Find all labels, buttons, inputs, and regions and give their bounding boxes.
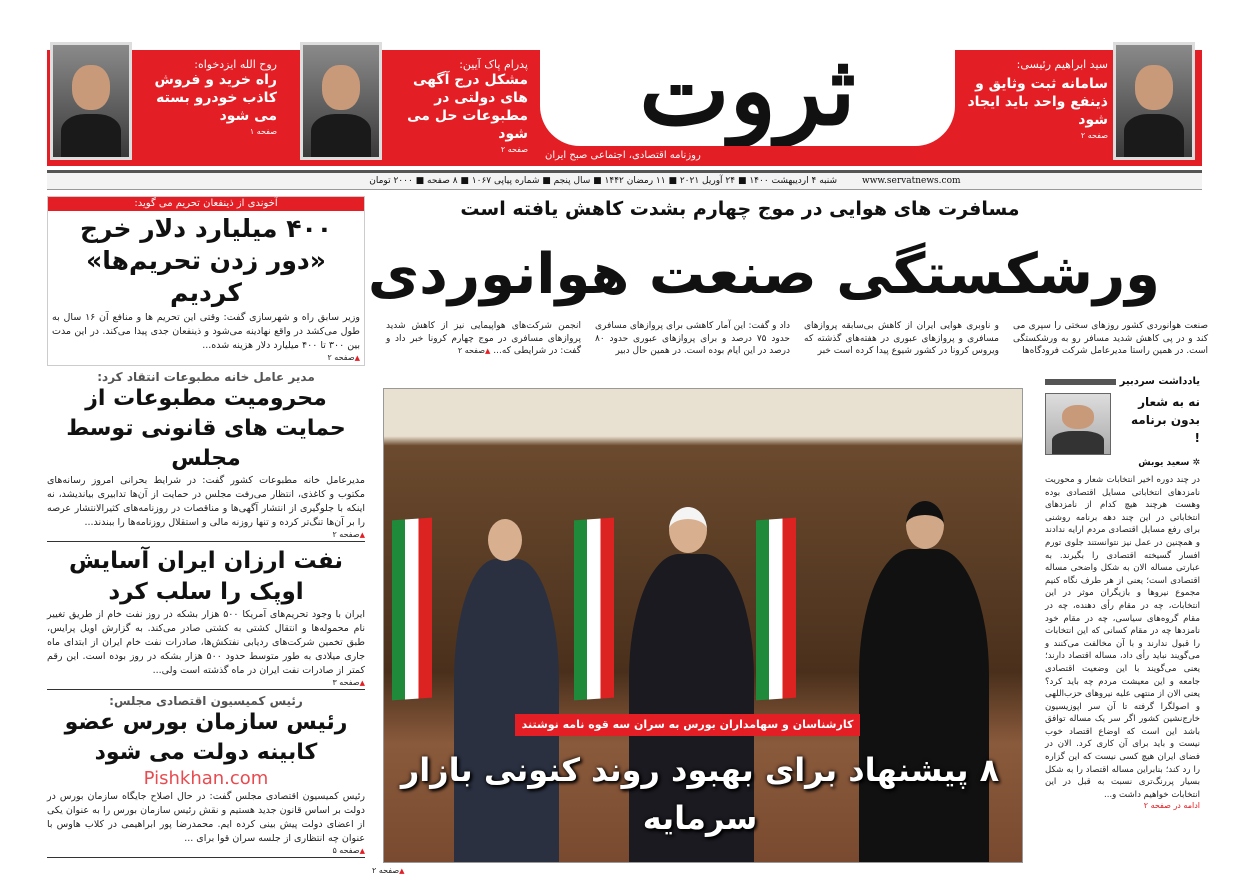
logo-text: ثروت: [639, 36, 856, 146]
story-body: ایران با وجود تحریم‌های آمریکا ۵۰۰ هزار بشکه در روز نفت خام از طریق تغییر نام محموله‌ها و انتقال کشتی به کشتی صادر می‌کند. به گزارش اویل پرایس، طبق تخمین شرکت‌های ردیابی نفتکش‌ها، صادرات نفت خام ایران از ابتدای ماه جاری میلادی به طور متوسط حدود ۵۰۰ هزار بشکه در روز بوده است. این رقم کمتر از صادرات نفت ایران در ماه گذشته است ولی...: [47, 609, 365, 676]
editorial-section: یادداشت سردبیر: [1119, 376, 1200, 387]
teaser-pakaein[interactable]: [388, 58, 528, 154]
teaser-page: صفحه ۱: [249, 127, 277, 136]
divider: [1045, 379, 1116, 385]
photo-headline[interactable]: ۸ پیشنهاد برای بهبود روند کنونی بازار سرمایه: [400, 751, 1000, 837]
teaser-byline: روح الله ایزدخواه:: [194, 58, 277, 71]
story-kicker: مدیر عامل خانه مطبوعات انتقاد کرد:: [97, 370, 315, 384]
story-body: وزیر سابق راه و شهرسازی گفت: وقتی این تحریم ها و منافع آن ۱۶ سال به طول می‌کشد در واقع نهادینه می‌شود و ذینفعان جدی پیدا می‌کند. در این مدت بین ۳۰۰ تا ۴۰۰ میلیارد دلار هزینه شده...: [52, 312, 360, 351]
date-bar: [47, 170, 1202, 190]
teaser-byline: پدرام پاک آیین:: [459, 58, 528, 71]
logo: [540, 36, 955, 146]
story-page-ref: ▲ صفحه ۳: [47, 678, 365, 687]
teaser-page: صفحه ۲: [500, 145, 528, 154]
editorial-body: در چند دوره اخیر انتخابات شعار و محوریت نامزدهای انتخاباتی مسایل اقتصادی بوده وهست هرچند هیچ کدام از نامزدهای انتخاباتی در این چند دهه برنامه روشنی برای رفع مسایل اقتصادی مردم ارایه ندادند و همچنین در عمل نیز نتوانستند جلوی تورم افسار گسیخته اقتصادی را بگیرند. به عبارتی مساله الان به شکل واضحی مساله اقتصادی است؛ یعنی از هر طرف نگاه کنیم مجموع نیروها و بازیگران موثر در این انتخابات، چه در مقام رأی دهنده، چه در مقام گروه‌های سیاسی، چه در مقام خود نامزدها چه در مقام کسانی که این انتخابات را قبول ندارند و با آن مخالفت می‌کنند و می‌گویند نباید رأی داد، مساله اقتصاد دارند؛ یعنی می‌گویند با این وضعیت اقتصادی جامعه و این معیشت مردم چه باید کرد؟ یعنی الان از منتهی علیه نیروهای حزب‌اللهی و اصولگرا گرفته تا آن سر اپوزیسیون خارج‌نشین کشور اگر سر یک مساله توافق باشد این است که اوضاع اقتصاد خوب نیست و باید برای آن کاری کرد. الان در فضای ایران هیچ کسی نیست که این گزاره را رد کند؛ بنابراین مساله اقتصاد را به شکل بسیار پررنگ‌تری نسبت به قبل در این انتخابات خواهیم داشت و...: [1045, 475, 1200, 800]
watermark: Pishkhan.com: [143, 768, 269, 789]
editorial-title[interactable]: نه به شعار بدون برنامه !: [1130, 395, 1200, 445]
teaser-izadkhah[interactable]: [137, 58, 277, 136]
teaser-headline: مشکل درج آگهی های دولتی در مطبوعات حل می شود: [407, 72, 528, 142]
person-head: [906, 501, 944, 549]
story-page-ref: ▲ صفحه ۲: [52, 353, 360, 362]
lead-col-text: انجمن شرکت‌های هواپیمایی نیز از کاهش شدید پروازهای مسافری در موج چهارم کرونا خبر داد و گفت: در شرایطی که...: [386, 321, 581, 356]
editorial-continued[interactable]: ادامه در صفحه ۲: [1143, 801, 1200, 811]
left-column: [47, 196, 365, 858]
flag: [574, 518, 614, 701]
photo-izadkhah: [50, 42, 132, 160]
tagline: روزنامه اقتصادی، اجتماعی صبح ایران: [545, 150, 701, 161]
teaser-raisi[interactable]: [962, 58, 1108, 140]
story-oil[interactable]: [47, 546, 365, 690]
lead-kicker: مسافرت های هوایی در موج چهارم بشدت کاهش یافته است: [460, 198, 1020, 220]
story-page-ref: ▲ صفحه ۲: [47, 530, 365, 539]
story-headline: ۴۰۰ میلیارد دلار خرج «دور زدن تحریم‌ها» کردیم: [79, 214, 333, 307]
story-sanctions[interactable]: [47, 196, 365, 366]
lead-col: [386, 320, 581, 358]
editorial-author: ✲ سعید یوبش: [1138, 458, 1200, 468]
photo-kicker: کارشناسان و سهامداران بورس به سران سه قوه نامه نوشتند: [515, 714, 860, 736]
story-page-ref: ▲ صفحه ۵: [47, 846, 365, 855]
teaser-headline: سامانه ثبت وثایق و ذینفع واحد باید ایجاد شود: [967, 76, 1108, 128]
photo-page-ref[interactable]: ▲ صفحه ۲: [372, 866, 405, 875]
author-name: سعید یوبش: [1138, 458, 1190, 468]
story-kicker: آخوندی از ذینفعان تحریم می گوید:: [48, 197, 364, 211]
lead-col: و ناوبری هوایی ایران از کاهش بی‌سابقه پروازهای مسافری و پروازهای عبوری در هفته‌های گذشته که ویروس کرونا در کشور شیوع پیدا کرده است خبر: [804, 321, 999, 356]
lead-page-ref[interactable]: ▲ صفحه ۲: [458, 346, 491, 355]
story-press[interactable]: [47, 370, 365, 542]
lead-col: داد و گفت: این آمار کاهشی برای پروازهای مسافری حدود ۷۵ درصد و برای پروازهای عبوری حدود ۸۰ درصد در این ایام بوده است. در همین حال دبیر: [595, 321, 790, 356]
story-bourse[interactable]: [47, 694, 365, 858]
teaser-headline: راه خرید و فروش کاذب خودرو بسته می شود: [154, 72, 277, 124]
story-headline: محرومیت مطبوعات از حمایت های قانونی توسط مجلس: [66, 386, 346, 471]
lead-body: [378, 320, 1208, 358]
author-photo: [1045, 393, 1111, 455]
editorial-column: [1045, 376, 1200, 810]
flag: [392, 518, 432, 701]
story-body: مدیرعامل خانه مطبوعات کشور گفت: در شرایط بحرانی امروز رسانه‌های مکتوب و کاغذی، انتظار می‌رفت مجلس در حمایت از آن‌ها تدابیری بیاندیشد، نه اینکه با جلوگیری از انتشار آگهی‌ها و مناقصات در روزنامه‌های کثیرالانتشار عرصه را بر آن‌ها تنگ‌تر کرده و تنها روزنه مالی و استقلال روزنامه‌ها را ببندند...: [47, 475, 365, 528]
lead-headline[interactable]: ورشکستگی صنعت هوانوردی: [367, 242, 1160, 307]
story-headline: نفت ارزان ایران آسایش اوپک را سلب کرد: [68, 548, 344, 605]
photo-pakaein: [300, 42, 382, 160]
website-link[interactable]: www.servatnews.com: [862, 176, 961, 186]
story-kicker: رئیس کمیسیون اقتصادی مجلس:: [109, 694, 303, 708]
lead-col: صنعت هوانوردی کشور روزهای سختی را سپری می کند و در پی کاهش شدید مسافر رو به ورشکستگی است. در همین راستا مدیرعامل شرکت فرودگاه‌ها: [1013, 321, 1208, 356]
person-head: [488, 519, 522, 561]
story-headline: رئیس سازمان بورس عضو کابینه دولت می شود: [64, 710, 348, 765]
person-head: [669, 507, 707, 553]
teaser-page: صفحه ۲: [1080, 131, 1108, 140]
dateline: شنبه ۴ اردیبهشت ۱۴۰۰ ■ ۲۴ آوریل ۲۰۲۱ ■ ۱۱ رمضان ۱۴۴۲ ■ سال پنجم ■ شماره پیاپی ۱۰۶۷ ■ ۸ صفحه ■ ۲۰۰۰ تومان: [369, 176, 837, 186]
story-body: رئیس کمیسیون اقتصادی مجلس گفت: در حال اصلاح جایگاه سازمان بورس در دولت بر اساس قانون جدید هستیم و نقش رئیس سازمان بورس را به عنوان یکی از اعضای دولت پیش بینی کرده ایم. محمدرضا پور ابراهیمی در کلاب هاوس با عنوان چه انتظاری از جلسه سران قوا برای ...: [47, 791, 365, 844]
teaser-byline: سید ابراهیم رئیسی:: [1016, 58, 1108, 71]
photo-raisi: [1113, 42, 1195, 160]
flag: [756, 518, 796, 701]
